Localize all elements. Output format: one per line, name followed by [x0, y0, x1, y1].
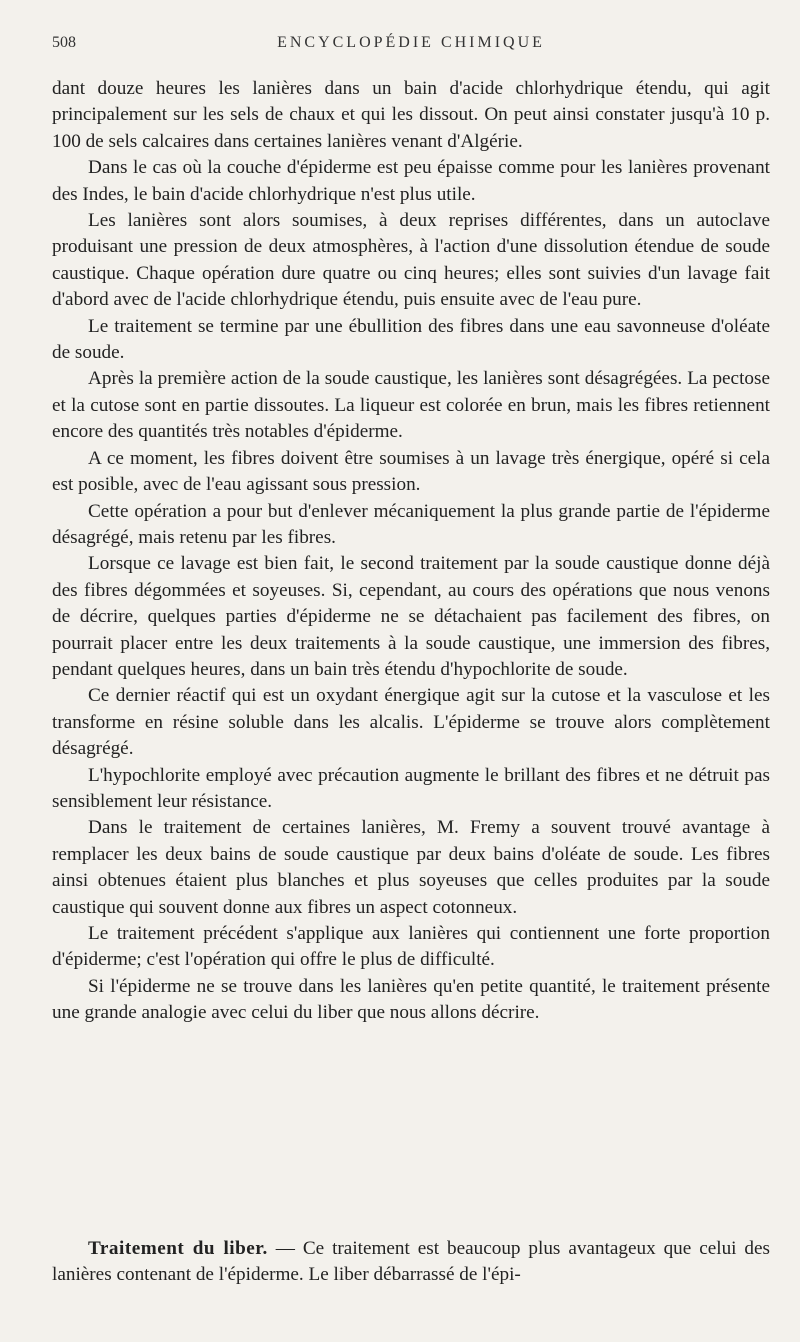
body-text	[52, 76, 770, 1027]
page-number: 508	[52, 34, 76, 51]
paragraph: L'hypochlorite employé avec précaution augmente le brillant des fibres et ne détruit pas sensiblement leur résistance.	[52, 764, 770, 812]
section-title: Traitement du liber.	[88, 1238, 268, 1259]
paragraph: Cette opération a pour but d'enlever mécaniquement la plus grande partie de l'épiderme désagrégé, mais retenu par les fibres.	[52, 500, 770, 548]
paragraph: Si l'épiderme ne se trouve dans les lanières qu'en petite quantité, le traitement présente une grande analogie avec celui du liber que nous allons décrire.	[52, 975, 770, 1024]
paragraph: Ce dernier réactif qui est un oxydant énergique agit sur la cutose et la vasculose et les transforme en résine soluble dans les alcalis. L'épiderme se trouve alors complètement désagrégé.	[52, 685, 770, 760]
paragraph: A ce moment, les fibres doivent être soumises à un lavage très énergique, opéré si cela est posible, avec de l'eau agissant sous pression.	[52, 447, 770, 496]
header-title: ENCYCLOPÉDIE CHIMIQUE	[277, 34, 545, 51]
paragraph: Lorsque ce lavage est bien fait, le second traitement par la soude caustique donne déjà des fibres dégommées et soyeuses. Si, cependant, au cours des opérations que nous venons de décrire, quelques parties d'épiderme ne se détachaient pas facilement des fibres, on pourrait placer entre les deux traitements à la soude caustique, une immersion des fibres, pendant quelques heures, dans un bain très étendu d'hypochlorite de soude.	[52, 553, 770, 680]
paragraph: Après la première action de la soude caustique, les lanières sont désagrégées. La pectose et la cutose sont en partie dissoutes. La liqueur est colorée en brun, mais les fibres retiennent encore des quantités très notables d'épiderme.	[52, 368, 770, 443]
paragraph: dant douze heures les lanières dans un bain d'acide chlorhydrique étendu, qui agit principalement sur les sels de chaux et qui les dissout. On peut ainsi constater jusqu'à 10 p. 100 de sels calcaires dans certaines lanières venant d'Algérie.	[52, 78, 770, 152]
section-text: — Ce traitement est beaucoup plus avantageux que celui des lanières contenant de l'épiderme. Le liber débarrassé de l'épi-	[52, 1238, 770, 1286]
running-head	[52, 30, 770, 54]
paragraph: Les lanières sont alors soumises, à deux reprises différentes, dans un autoclave produisant une pression de deux atmosphères, à l'action d'une dissolution étendue de soude caustique. Chaque opération dure quatre ou cinq heures; elles sont suivies d'un lavage fait d'abord avec de l'acide chlorhydrique étendu, puis ensuite avec de l'eau pure.	[52, 210, 770, 311]
paragraph: Dans le cas où la couche d'épiderme est peu épaisse comme pour les lanières provenant des Indes, le bain d'acide chlorhydrique n'est plus utile.	[52, 157, 770, 205]
paragraph: Le traitement précédent s'applique aux lanières qui contiennent une forte proportion d'épiderme; c'est l'opération qui offre le plus de difficulté.	[52, 923, 770, 971]
paragraph: Dans le traitement de certaines lanières, M. Fremy a souvent trouvé avantage à remplacer les deux bains de soude caustique par deux bains d'oléate de soude. Les fibres ainsi obtenues étaient plus blanches et plus soyeuses que celles produites par la soude caustique qui souvent donne aux fibres un aspect cotonneux.	[52, 817, 770, 918]
section-liber	[52, 1236, 770, 1289]
paragraph: Le traitement se termine par une ébullition des fibres dans une eau savonneuse d'oléate de soude.	[52, 315, 770, 364]
section-paragraph	[52, 1236, 770, 1289]
